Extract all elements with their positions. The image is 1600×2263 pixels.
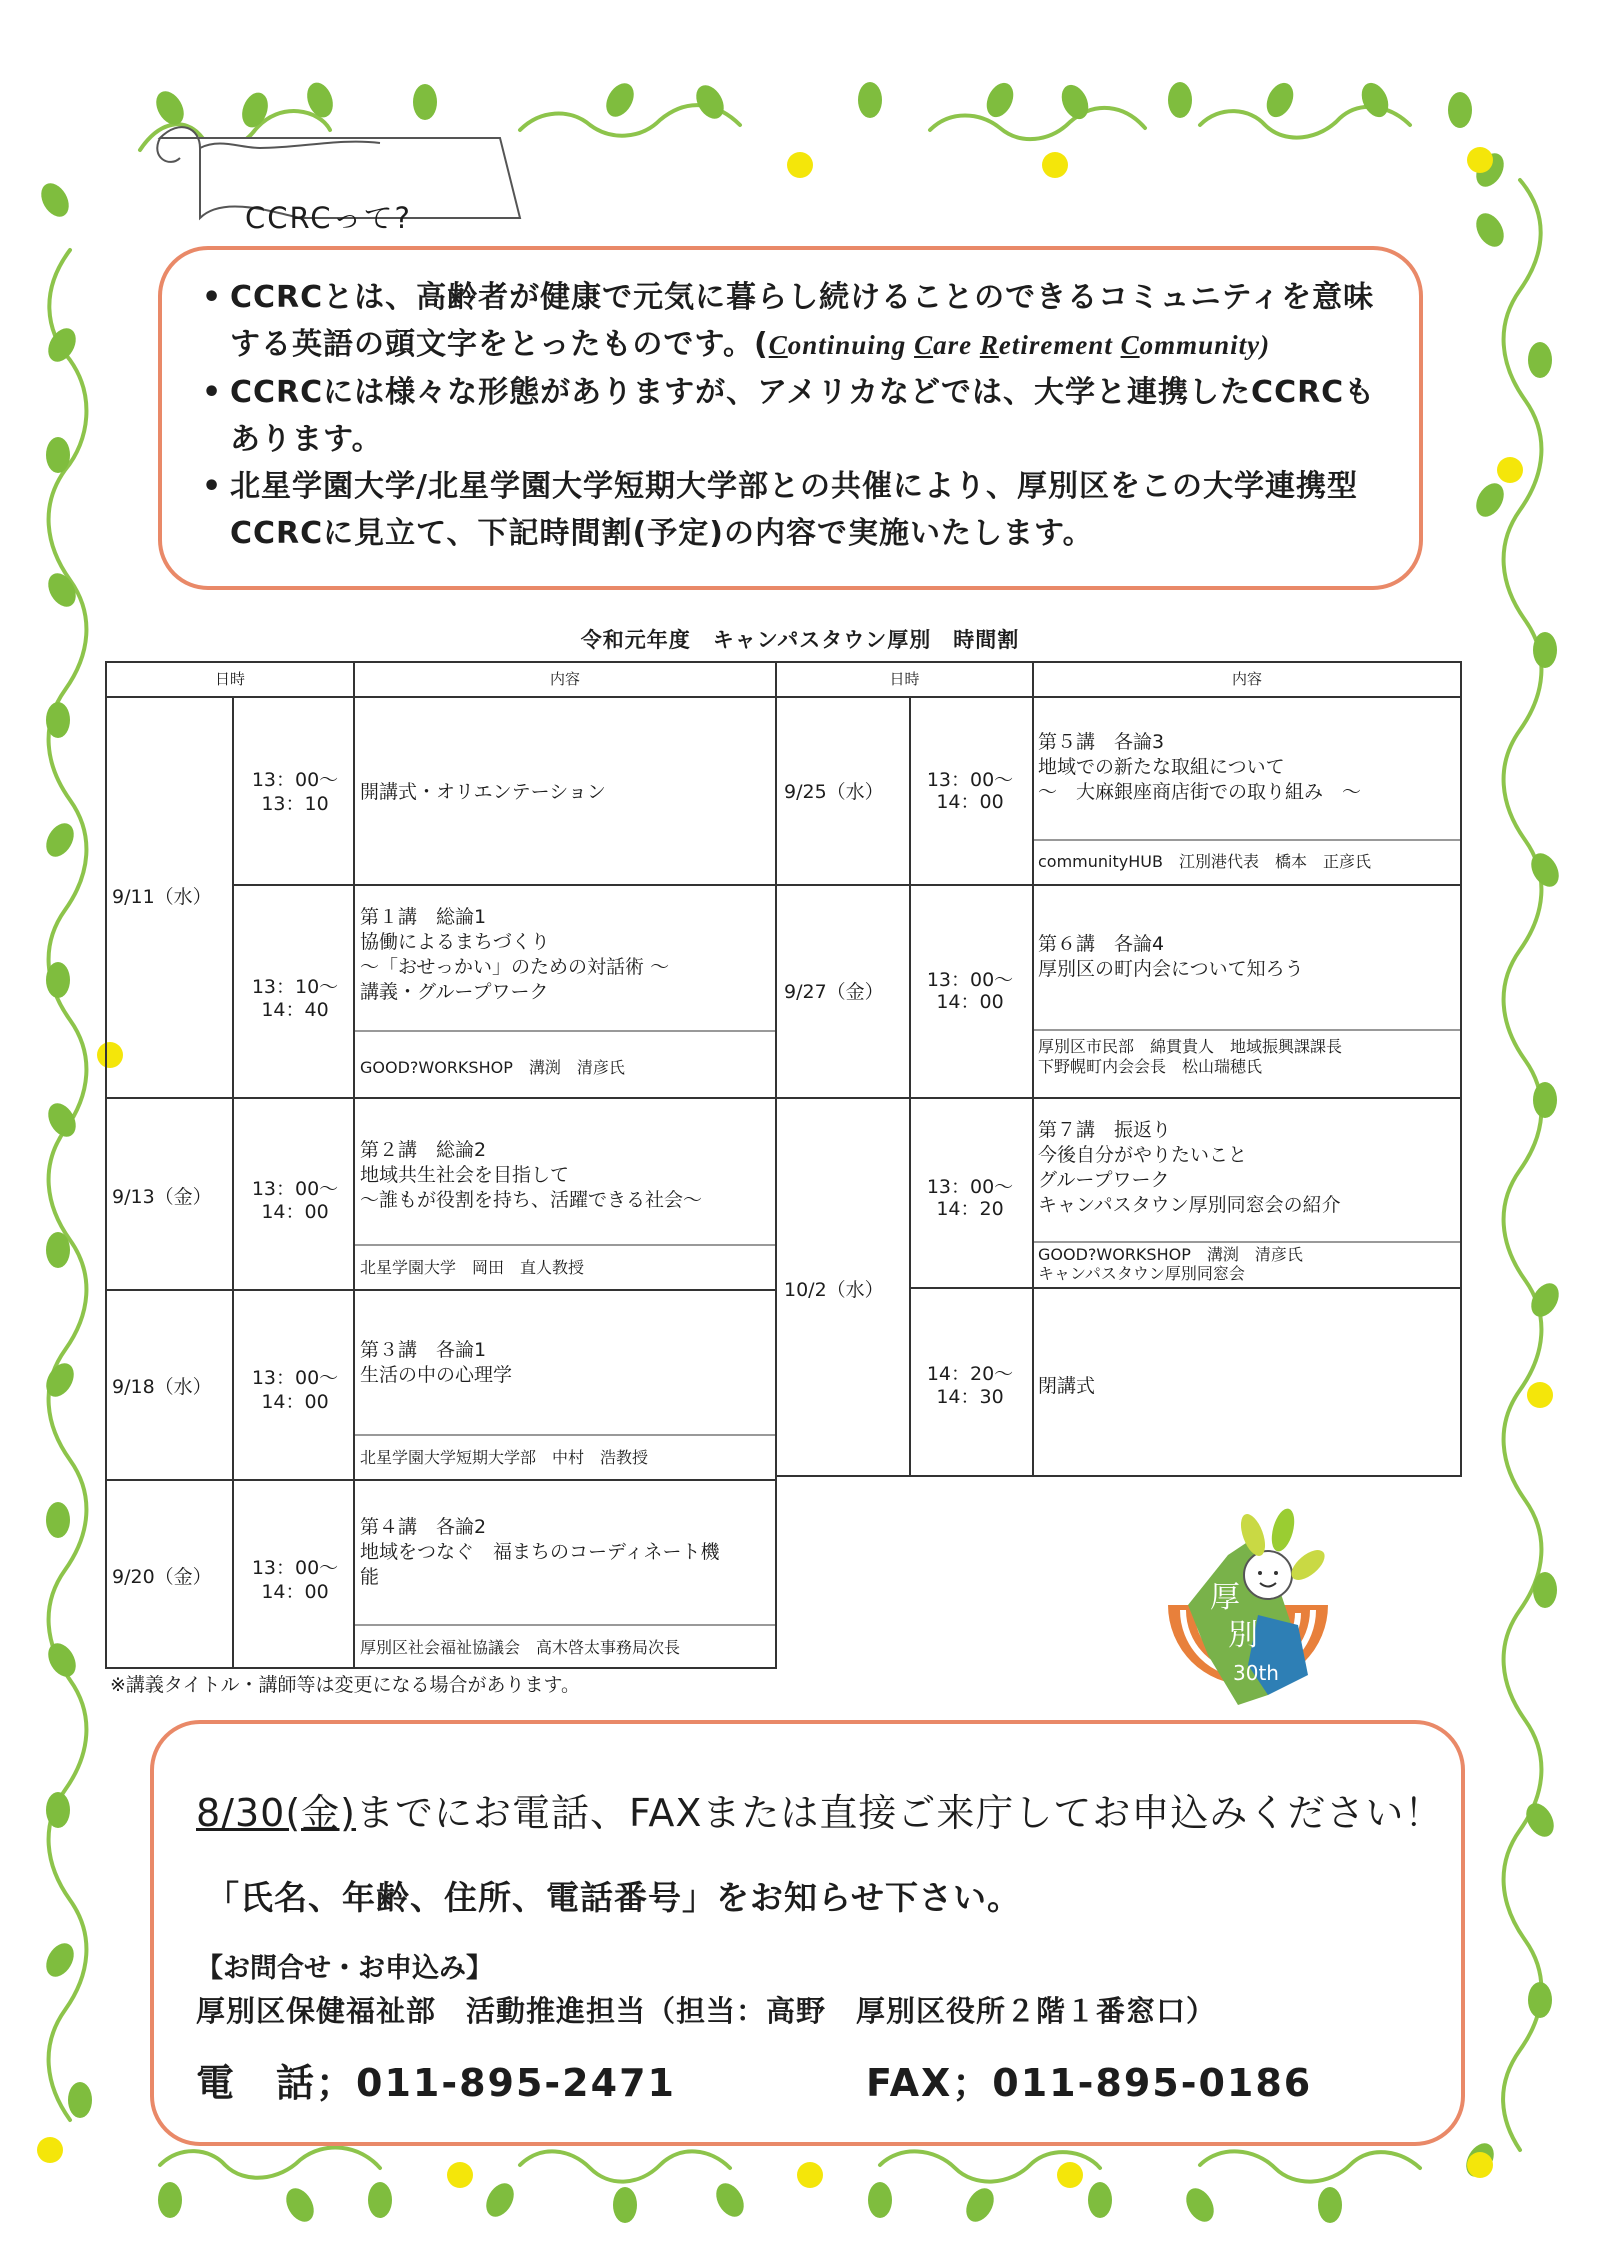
intro-bullet-2: • CCRCには様々な形態がありますが、アメリカなどでは、大学と連携したCCRCもあります。	[202, 369, 1389, 463]
time-end: 14：30	[936, 1386, 1004, 1408]
header-content-right: 内容	[1231, 670, 1262, 688]
contact-dept: 厚別区保健福祉部 活動推進担当（担当：高野 厚別区役所２階１番窓口）	[196, 1994, 1217, 2028]
logo-badge: 30th	[1233, 1661, 1279, 1685]
intro-bullet-3: • 北星学園大学/北星学園大学短期大学部との共催により、厚別区をこの大学連携型CCRCに見立て、下記時間割(予定)の内容で実施いたします。	[202, 463, 1389, 557]
atsubetsu-30th-logo	[1148, 1495, 1338, 1725]
ccrc-intro-box	[158, 246, 1423, 590]
date-9-18: 9/18（水）	[112, 1376, 212, 1398]
time-start: 13：00～	[251, 1367, 339, 1389]
session-1-desc: ～「おせっかい」のための対話術 ～	[360, 956, 670, 978]
session-closing: 閉講式	[1038, 1375, 1096, 1397]
time-end: 14：40	[261, 999, 329, 1021]
required-info: 「氏名、年齢、住所、電話番号」をお知らせ下さい。	[206, 1878, 1022, 1917]
english-term: Continuing Care Retirement Community)	[768, 330, 1271, 360]
session-2-speaker: 北星学園大学 岡田 直人教授	[360, 1258, 585, 1277]
session-7-speaker-2: キャンパスタウン厚別同窓会	[1038, 1264, 1245, 1283]
session-3-title: 第３講 各論1	[360, 1339, 487, 1361]
deadline-line	[196, 1782, 1443, 1837]
session-2-desc: ～誰もが役割を持ち、活躍できる社会～	[360, 1189, 703, 1211]
fax-number: FAX；011-895-0186	[866, 2061, 1313, 2105]
date-9-25: 9/25（水）	[784, 781, 884, 803]
logo-text-1: 厚	[1210, 1580, 1240, 1615]
session-7-speaker-1: GOOD?WORKSHOP 溝渕 清彦氏	[1038, 1245, 1303, 1264]
logo-text-2: 別	[1228, 1618, 1258, 1653]
session-1-subtitle: 協働によるまちづくり	[360, 931, 550, 953]
time-start: 13：00～	[251, 769, 339, 791]
session-7-title: 第７講 振返り	[1038, 1119, 1172, 1141]
time-start: 13：00～	[926, 969, 1014, 991]
header-date-left: 日時	[214, 670, 245, 688]
session-5-desc: ～ 大麻銀座商店街での取り組み ～	[1038, 781, 1362, 803]
header-content-left: 内容	[549, 670, 580, 688]
session-5-title: 第５講 各論3	[1038, 731, 1165, 753]
session-3-speaker: 北星学園大学短期大学部 中村 浩教授	[360, 1448, 649, 1467]
session-4-title: 第４講 各論2	[360, 1516, 487, 1538]
session-5-speaker: communityHUB 江別港代表 橋本 正彦氏	[1038, 852, 1371, 871]
intro-list	[162, 250, 1419, 557]
time-start: 13：00～	[926, 1176, 1014, 1198]
contact-label: 【お問合せ・お申込み】	[196, 1953, 493, 1984]
time-end: 14：00	[261, 1201, 329, 1223]
time-end: 14：00	[261, 1391, 329, 1413]
header-date-right: 日時	[889, 670, 920, 688]
session-1-format: 講義・グループワーク	[360, 981, 549, 1003]
time-end: 13：10	[261, 793, 329, 815]
date-9-27: 9/27（金）	[784, 981, 884, 1003]
date-10-2: 10/2（水）	[784, 1279, 884, 1301]
change-notice: ※講義タイトル・講師等は変更になる場合があります。	[110, 1674, 581, 1696]
time-start: 13：00～	[251, 1557, 339, 1579]
session-6-subtitle: 厚別区の町内会について知ろう	[1038, 958, 1304, 980]
session-4-subtitle: 地域をつなぐ 福まちのコーディネート機	[360, 1541, 720, 1563]
time-start: 13：00～	[926, 769, 1014, 791]
phone-number[interactable]: 電 話；011-895-2471	[196, 2061, 676, 2105]
date-9-13: 9/13（金）	[112, 1186, 212, 1208]
schedule-title: 令和元年度 キャンパスタウン厚別 時間割	[580, 628, 1020, 652]
date-9-11: 9/11（水）	[112, 886, 212, 908]
session-4-speaker: 厚別区社会福祉協議会 高木啓太事務局次長	[360, 1638, 681, 1657]
deadline-date: 8/30(金)	[196, 1791, 356, 1835]
time-start: 14：20～	[926, 1363, 1014, 1385]
date-9-20: 9/20（金）	[112, 1566, 212, 1588]
session-1-title: 第１講 総論1	[360, 906, 487, 928]
session-4-subtitle-cont: 能	[360, 1566, 380, 1588]
session-2-subtitle: 地域共生社会を目指して	[360, 1164, 570, 1186]
time-end: 14：00	[261, 1581, 329, 1603]
time-end: 14：00	[936, 991, 1004, 1013]
time-start: 13：00～	[251, 1178, 339, 1200]
contact-box	[150, 1720, 1465, 2146]
time-start: 13：10～	[251, 976, 339, 998]
ccrc-heading: CCRCって?	[245, 201, 412, 235]
session-6-speaker-1: 厚別区市民部 綿貫貴人 地域振興課課長	[1038, 1037, 1343, 1056]
session-7-desc: キャンパスタウン厚別同窓会の紹介	[1038, 1194, 1341, 1216]
session-3-subtitle: 生活の中の心理学	[360, 1364, 513, 1386]
deadline-text: までにお電話、FAXまたは直接ご来庁してお申込みください！	[355, 1791, 1444, 1835]
session-5-subtitle: 地域での新たな取組について	[1038, 756, 1285, 778]
session-6-speaker-2: 下野幌町内会会長 松山瑞穂氏	[1038, 1057, 1263, 1076]
session-1-speaker: GOOD?WORKSHOP 溝渕 清彦氏	[360, 1058, 625, 1077]
session-6-title: 第６講 各論4	[1038, 933, 1165, 955]
session-7-subtitle: 今後自分がやりたいこと	[1038, 1144, 1248, 1166]
time-end: 14：00	[936, 791, 1004, 813]
intro-bullet-1-text: CCRCとは、高齢者が健康で元気に暮らし続けることのできるコミュニティを意味する英語の頭文字をとったものです。(	[230, 280, 1375, 362]
time-end: 14：20	[936, 1198, 1004, 1220]
session-2-title: 第２講 総論2	[360, 1139, 487, 1161]
session-7-format: グループワーク	[1038, 1169, 1170, 1191]
intro-bullet-1	[202, 274, 1389, 369]
session-opening: 開講式・オリエンテーション	[360, 781, 606, 803]
